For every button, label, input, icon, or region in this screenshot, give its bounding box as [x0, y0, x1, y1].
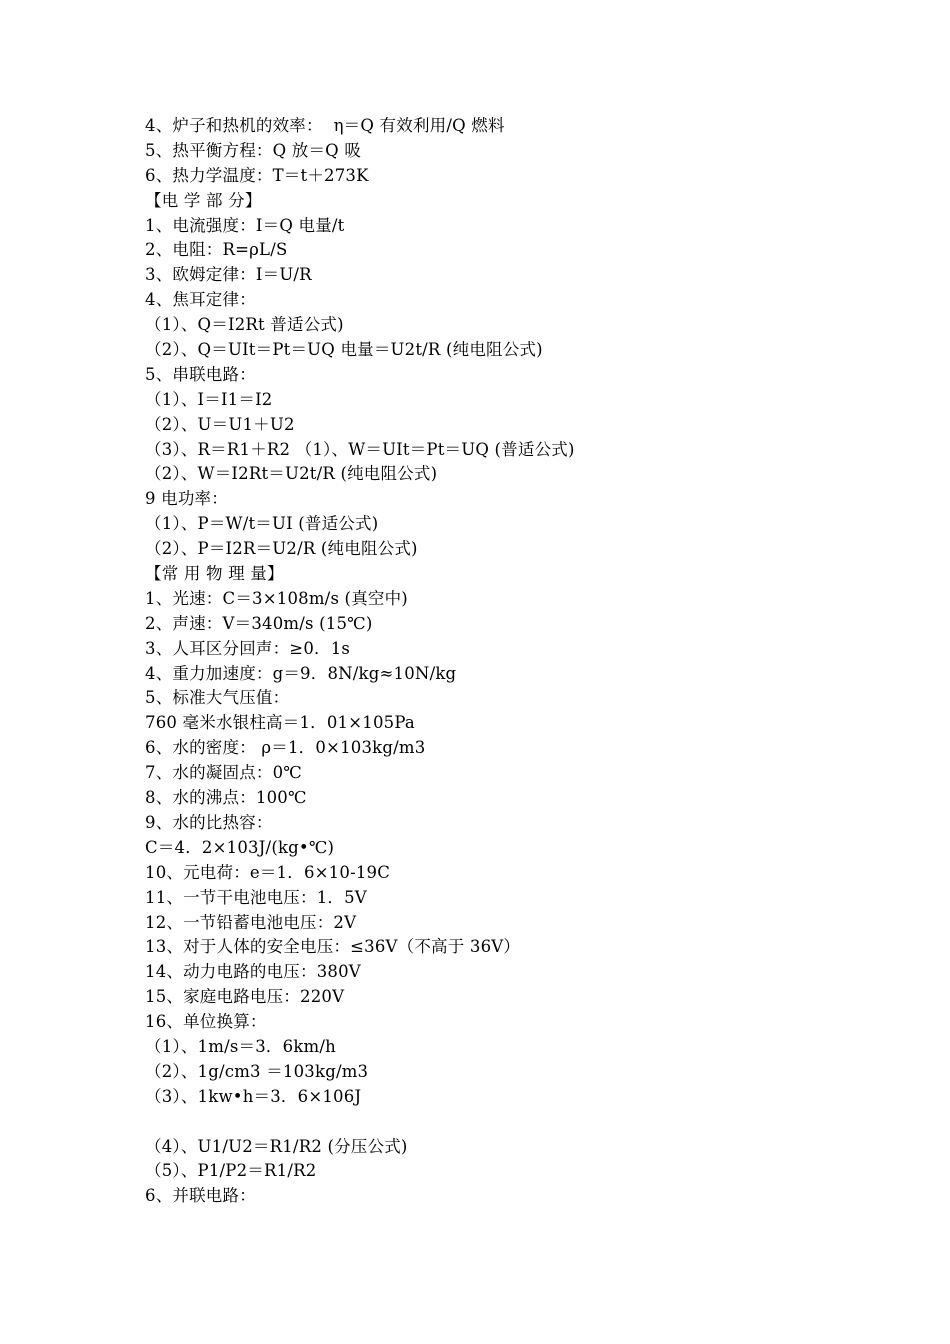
- blank-line: [145, 1110, 905, 1135]
- text-line: 2、声速：V＝340m/s (15℃): [145, 613, 373, 633]
- text-line: 12、一节铅蓄电池电压：2V: [145, 912, 357, 932]
- text-line: （3）、1kw•h＝3．6×106J: [145, 1086, 362, 1106]
- text-line: 2、电阻：R=ρL/S: [145, 240, 288, 260]
- text-line: 5、热平衡方程：Q 放＝Q 吸: [145, 140, 362, 160]
- section-heading-electricity: 【电 学 部 分】: [145, 190, 262, 210]
- text-line: 5、串联电路：: [145, 364, 256, 384]
- text-line: 4、炉子和热机的效率： η＝Q 有效利用/Q 燃料: [145, 116, 505, 135]
- text-line: 13、对于人体的安全电压：≤36V（不高于 36V）: [145, 937, 521, 957]
- text-line: （4）、U1/U2＝R1/R2 (分压公式): [145, 1136, 408, 1156]
- text-line: 16、单位换算：: [145, 1012, 267, 1032]
- text-line: 15、家庭电路电压：220V: [145, 987, 345, 1007]
- text-line: （5）、P1/P2＝R1/R2: [145, 1161, 317, 1181]
- text-line: （3）、R＝R1＋R2 （1）、W＝UIt＝Pt＝UQ (普适公式): [145, 439, 575, 459]
- text-line: 4、重力加速度：g＝9．8N/kg≈10N/kg: [145, 663, 457, 683]
- text-line: （1）、1m/s＝3．6km/h: [145, 1036, 336, 1056]
- text-line: 4、焦耳定律：: [145, 290, 256, 310]
- text-line: 8、水的沸点：100℃: [145, 788, 307, 808]
- text-line: 6、热力学温度：T＝t＋273K: [145, 165, 369, 185]
- text-line: 6、水的密度： ρ＝1．0×103kg/m3: [145, 738, 426, 758]
- text-line: 11、一节干电池电压：1．5V: [145, 887, 367, 907]
- text-line: 3、欧姆定律：I＝U/R: [145, 265, 312, 285]
- section-heading-constants: 【常 用 物 理 量】: [145, 564, 284, 584]
- text-line: C＝4．2×103J/(kg•℃): [145, 837, 335, 857]
- text-line: （2）、W＝I2Rt＝U2t/R (纯电阻公式): [145, 464, 438, 484]
- text-line: 7、水的凝固点：0℃: [145, 763, 302, 783]
- text-line: （2）、U＝U1＋U2: [145, 414, 295, 434]
- text-line: （2）、1g/cm3 ＝103kg/m3: [145, 1061, 369, 1081]
- text-line: 1、光速：C＝3×108m/s (真空中): [145, 588, 408, 608]
- text-line: （1）、Q＝I2Rt 普适公式): [145, 315, 344, 335]
- text-line: 760 毫米水银柱高＝1．01×105Pa: [145, 713, 415, 733]
- text-line: 14、动力电路的电压：380V: [145, 962, 361, 982]
- text-line: 3、人耳区分回声：≥0．1s: [145, 638, 351, 658]
- text-line: 1、电流强度：I＝Q 电量/t: [145, 215, 345, 235]
- text-line: （2）、P＝I2R＝U2/R (纯电阻公式): [145, 539, 418, 559]
- text-line: 9 电功率：: [145, 489, 228, 509]
- text-line: 6、并联电路：: [145, 1186, 256, 1206]
- text-line: （1）、I＝I1＝I2: [145, 389, 273, 409]
- text-line: （2）、Q＝UIt＝Pt＝UQ 电量＝U2t/R (纯电阻公式): [145, 340, 543, 360]
- text-line: （1）、P＝W/t＝UI (普适公式): [145, 514, 379, 534]
- document-body: [145, 114, 905, 1209]
- text-line: 10、元电荷：e＝1．6×10-19C: [145, 862, 391, 882]
- text-line: 5、标准大气压值：: [145, 688, 290, 708]
- text-line: 9、水的比热容：: [145, 812, 273, 832]
